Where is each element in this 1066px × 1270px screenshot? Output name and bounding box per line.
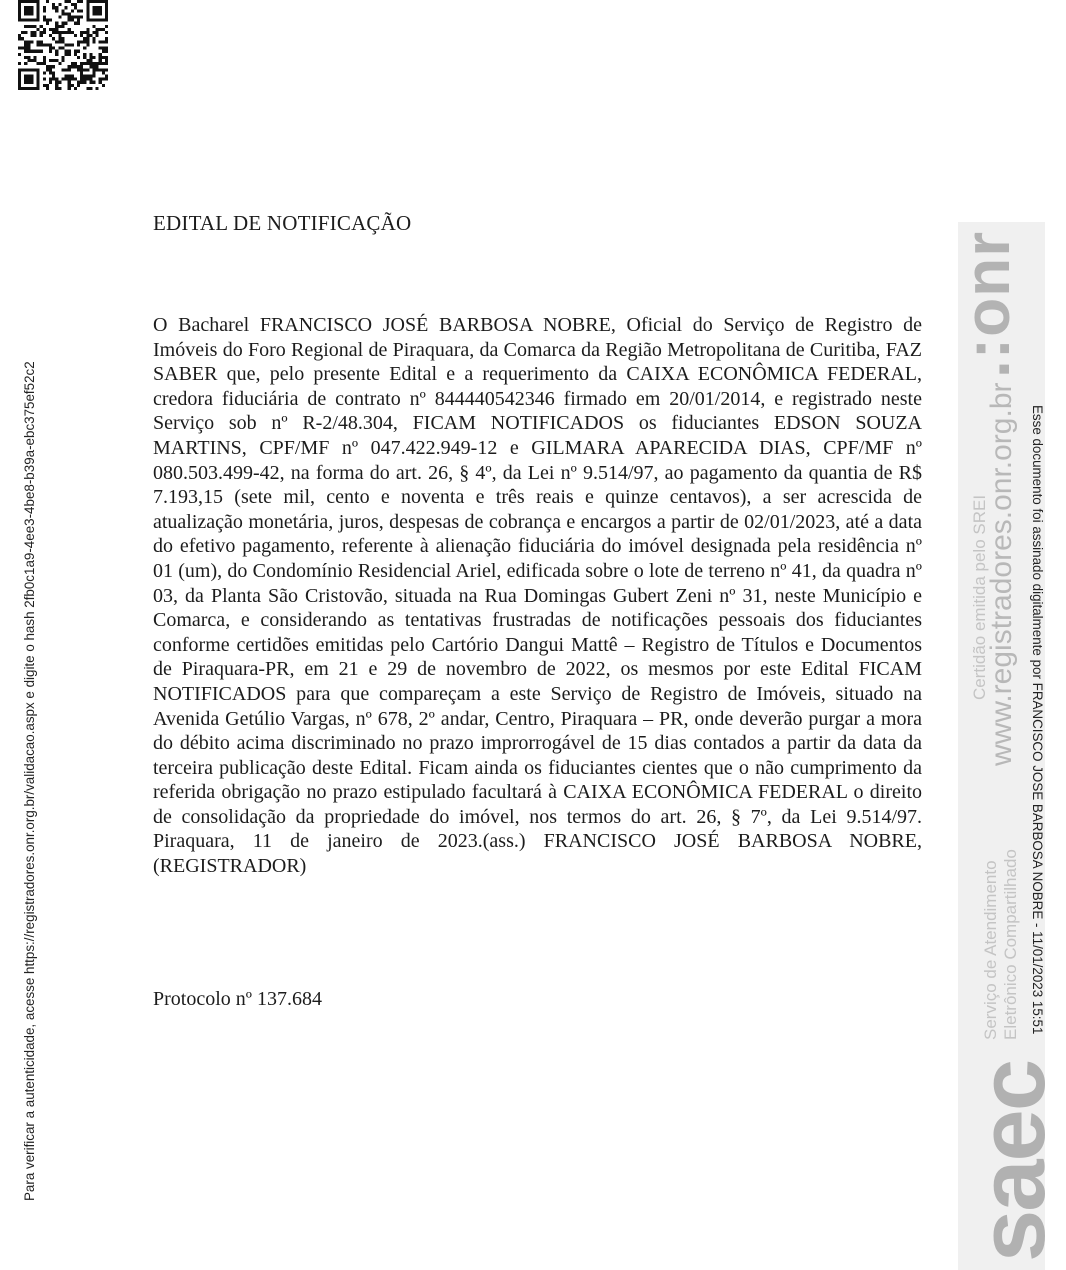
protocol-number: Protocolo nº 137.684 [153, 988, 322, 1010]
onr-logo: .:onr [951, 230, 1023, 378]
qr-code [18, 0, 108, 90]
signature-note: Esse documento foi assinado digitalmente por FRANCISCO JOSE BARBOSA NOBRE - 11/01/2023 15:51 [1030, 405, 1045, 1035]
watermark-service-line1: Serviço de Atendimento [981, 860, 1000, 1040]
document-title: EDITAL DE NOTIFICAÇÃO [153, 211, 412, 235]
saec-logo: saec [959, 1060, 1064, 1262]
watermark-url: www.registradores.onr.org.br [985, 382, 1018, 766]
verification-note: Para verificar a autenticidade, acesse https://registradores.onr.org.br/validacao.aspx e digite o hash 2fb0c1a9-4ee3-4be8-b39a-ebc375ef52c2 [22, 361, 37, 1201]
notice-body: O Bacharel FRANCISCO JOSÉ BARBOSA NOBRE, Oficial do Serviço de Registro de Imóveis do Foro Regional de Piraquara, da Comarca da Região Metropolitana de Curitiba, FAZ SABER que, pelo presente Edital e a requerimento da CAIXA ECONÔMICA FEDERAL, credora fiduciária de contrato nº 844440542346 firmado em 20/01/2014, e registrado neste Serviço sob nº R-2/48.304, FICAM NOTIFICADOS os fiduciantes EDSON SOUZA MARTINS, CPF/MF nº 047.422.949-12 e GILMARA APARECIDA DIAS, CPF/MF nº 080.503.499-42, na forma do art. 26, § 4º, da Lei nº 9.514/97, ao pagamento da quantia de R$ 7.193,15 (sete mil, cento e noventa e três reais e quinze centavos), a ser acrescida de atualização monetária, juros, despesas de cobrança e encargos a partir de 02/01/2023, até a data do efetivo pagamento, referente à alienação fiduciária do imóvel designada pela residência nº 01 (um), do Condomínio Residencial Ariel, edificada sobre o lote de terreno nº 41, da quadra nº 03, da Planta São Cristovão, situada na Rua Domingas Gubert Zeni nº 31, neste Município e Comarca, e considerando as tentativas frustradas de notificações pessoais dos fiduciantes conforme certidões emitidas pelo Cartório Dangui Mattê – Registro de Títulos e Documentos de Piraquara-PR, em 21 e 29 de novembro de 2022, os mesmos por este Edital FICAM NOTIFICADOS para que compareçam a este Serviço de Registro de Imóveis, situado na Avenida Getúlio Vargas, nº 678, 2º andar, Centro, Piraquara – PR, onde deverão purgar a mora do débito acima discriminado no prazo improrrogável de 15 dias contados a partir da data da terceira publicação deste Edital. Ficam ainda os fiduciantes cientes que o não cumprimento da referida obrigação no prazo estipulado facultará à CAIXA ECONÔMICA FEDERAL o direito de consolidação da propriedade do imóvel, nos termos do art. 26, § 7º, da Lei 9.514/97. Piraquara, 11 de janeiro de 2023.(ass.) FRANCISCO JOSÉ BARBOSA NOBRE, (REGISTRADOR) [153, 314, 922, 878]
watermark-certificate: Certidão emitida pelo SREI [970, 494, 989, 700]
watermark-service-line2: Eletrônico Compartilhado [1001, 849, 1020, 1040]
